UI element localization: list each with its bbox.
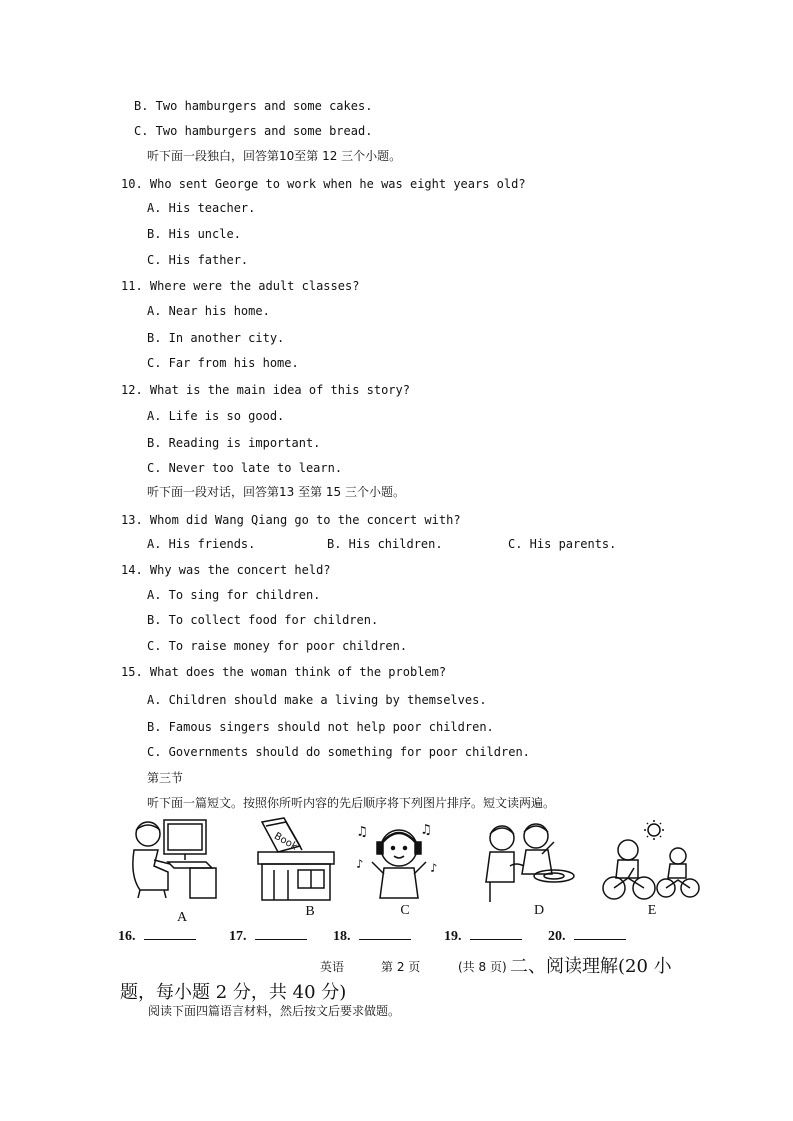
q14-stem: 14. Why was the concert held? [121,563,331,577]
blank-number: 16. [118,929,136,944]
answer-blank-20[interactable] [548,927,626,945]
picture-e-label: E [647,903,657,918]
part-2-instruction: 阅读下面四篇语言材料，然后按文后要求做题。 [148,1004,401,1018]
picture-b [254,816,338,902]
blank-number: 20. [548,929,566,944]
q12-stem: 12. What is the main idea of this story? [121,383,410,397]
eating-together-icon [480,820,580,904]
picture-b-label: B [305,904,315,919]
music-listener-icon [354,818,444,902]
q13-option-b: B. His children. [327,537,443,551]
q10-option-b: B. His uncle. [147,227,241,241]
answer-blank-17[interactable] [229,927,307,945]
instruction-10-12: 听下面一段独白，回答第10至第 12 三个小题。 [147,149,402,163]
blank-line[interactable] [255,927,307,940]
part-2-heading-line1: 二、阅读理解(20 小 [510,956,672,977]
q11-option-b: B. In another city. [147,331,285,345]
picture-e [600,820,700,902]
picture-c-label: C [400,903,410,918]
q15-option-a: A. Children should make a living by themselves. [147,693,487,707]
q12-option-c: C. Never too late to learn. [147,461,343,475]
q14-option-a: A. To sing for children. [147,588,321,602]
svg-text:♪: ♪ [430,861,438,875]
q12-option-a: A. Life is so good. [147,409,285,423]
q15-option-c: C. Governments should do something for poor children. [147,745,530,759]
q14-option-b: B. To collect food for children. [147,613,379,627]
cycling-icon [600,820,700,902]
q12-option-b: B. Reading is important. [147,436,321,450]
instruction-13-15: 听下面一段对话，回答第13 至第 15 三个小题。 [147,485,405,499]
picture-a [124,816,224,900]
section-3-instruction: 听下面一篇短文。按照你所听内容的先后顺序将下列图片排序。短文读两遍。 [147,796,556,810]
picture-d-label: D [533,903,545,918]
part-2-heading-line2: 题，每小题 2 分，共 40 分) [120,982,347,1003]
picture-d [480,820,580,904]
answer-blank-19[interactable] [444,927,522,945]
q11-option-c: C. Far from his home. [147,356,299,370]
footer-subject: 英语 [320,960,345,974]
blank-number: 18. [333,929,351,944]
blank-line[interactable] [144,927,196,940]
q9-option-c: C. Two hamburgers and some bread. [134,124,373,138]
q14-option-c: C. To raise money for poor children. [147,639,408,653]
q10-option-c: C. His father. [147,253,249,267]
section-3-title: 第三节 [147,771,184,785]
svg-text:♪: ♪ [356,857,364,871]
q11-option-a: A. Near his home. [147,304,270,318]
svg-text:♫: ♫ [358,824,367,840]
book-sign-text: Book [272,830,300,853]
blank-line[interactable] [574,927,626,940]
q9-option-b: B. Two hamburgers and some cakes. [134,99,373,113]
footer-total: (共 8 页) [458,960,507,974]
picture-a-label: A [176,910,188,925]
blank-line[interactable] [470,927,522,940]
q15-option-b: B. Famous singers should not help poor children. [147,720,494,734]
q15-stem: 15. What does the woman think of the problem? [121,665,447,679]
q10-stem: 10. Who sent George to work when he was eight years old? [121,177,526,191]
q10-option-a: A. His teacher. [147,201,256,215]
svg-text:♫: ♫ [422,822,431,838]
blank-line[interactable] [359,927,411,940]
book-store-icon [254,816,338,902]
q11-stem: 11. Where were the adult classes? [121,279,360,293]
blank-number: 17. [229,929,247,944]
q13-option-a: A. His friends. [147,537,256,551]
q13-stem: 13. Whom did Wang Qiang go to the concert with? [121,513,461,527]
answer-blank-16[interactable] [118,927,196,945]
footer-page: 第 2 页 [381,960,421,974]
computer-user-icon [124,816,224,900]
blank-number: 19. [444,929,462,944]
answer-blank-18[interactable] [333,927,411,945]
q13-option-c: C. His parents. [508,537,617,551]
picture-c [354,818,444,902]
